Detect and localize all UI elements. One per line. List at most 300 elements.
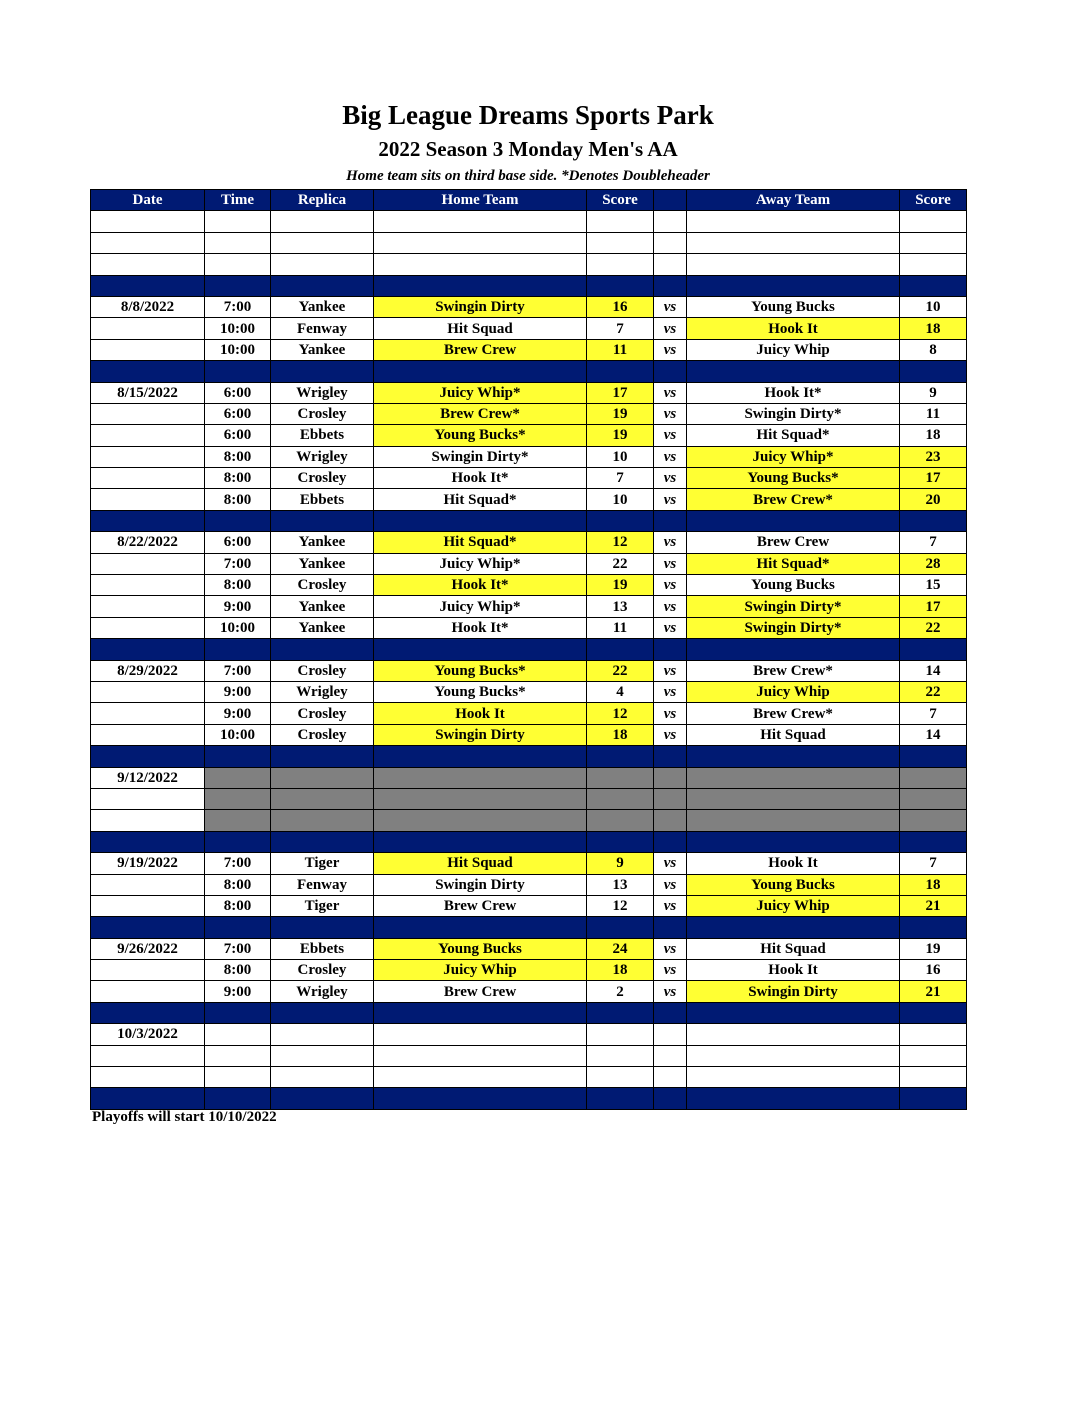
- home-score-cell: 9: [587, 853, 654, 874]
- game-row: [91, 960, 967, 981]
- date-cell: [91, 874, 205, 895]
- blank-row: [91, 211, 967, 232]
- away-score-cell: 22: [900, 617, 967, 638]
- game-row: [91, 938, 967, 959]
- away-score-cell: 14: [900, 724, 967, 745]
- schedule-table: [90, 189, 967, 1110]
- empty-cell: [654, 254, 687, 275]
- home-score-cell: 10: [587, 446, 654, 467]
- vs-cell: vs: [654, 617, 687, 638]
- separator-cell: [900, 275, 967, 296]
- home-team-cell: Swingin Dirty: [374, 296, 587, 317]
- separator-cell: [900, 746, 967, 767]
- separator-cell: [91, 510, 205, 531]
- home-score-cell: 18: [587, 960, 654, 981]
- separator-cell: [587, 275, 654, 296]
- time-cell: 7:00: [205, 938, 271, 959]
- empty-cell: [900, 1045, 967, 1066]
- time-cell: 6:00: [205, 382, 271, 403]
- vs-cell: vs: [654, 703, 687, 724]
- away-team-cell: Hook It: [687, 318, 900, 339]
- game-row: [91, 446, 967, 467]
- away-score-cell: 14: [900, 660, 967, 681]
- time-cell: 8:00: [205, 468, 271, 489]
- away-team-cell: Young Bucks: [687, 296, 900, 317]
- col-header-home-team: Home Team: [374, 190, 587, 211]
- empty-cell: [587, 254, 654, 275]
- home-team-cell: Hook It*: [374, 617, 587, 638]
- separator-cell: [271, 1002, 374, 1023]
- page-title: Big League Dreams Sports Park: [342, 100, 714, 130]
- date-cell: [91, 1045, 205, 1066]
- game-row: [91, 874, 967, 895]
- home-score-cell: 11: [587, 339, 654, 360]
- replica-cell: Fenway: [271, 874, 374, 895]
- time-cell: 7:00: [205, 553, 271, 574]
- away-team-cell: Juicy Whip: [687, 681, 900, 702]
- replica-cell: Ebbets: [271, 425, 374, 446]
- separator-cell: [687, 746, 900, 767]
- home-team-cell: Juicy Whip: [374, 960, 587, 981]
- separator-cell: [271, 510, 374, 531]
- away-score-cell: 21: [900, 895, 967, 916]
- home-team-cell: Brew Crew: [374, 339, 587, 360]
- empty-cell: [654, 767, 687, 788]
- page-note: Home team sits on third base side. *Denotes Doubleheader: [346, 168, 710, 184]
- separator-cell: [271, 275, 374, 296]
- separator-cell: [271, 639, 374, 660]
- away-score-cell: 18: [900, 874, 967, 895]
- separator-cell: [587, 917, 654, 938]
- empty-cell: [654, 810, 687, 831]
- separator-row: [91, 361, 967, 382]
- separator-cell: [374, 275, 587, 296]
- empty-cell: [205, 810, 271, 831]
- time-cell: 8:00: [205, 960, 271, 981]
- separator-cell: [91, 831, 205, 852]
- date-cell: 9/12/2022: [91, 767, 205, 788]
- empty-cell: [374, 1024, 587, 1045]
- vs-cell: vs: [654, 681, 687, 702]
- separator-row: [91, 917, 967, 938]
- home-team-cell: Hook It*: [374, 468, 587, 489]
- home-score-cell: 24: [587, 938, 654, 959]
- separator-cell: [91, 917, 205, 938]
- away-team-cell: Juicy Whip*: [687, 446, 900, 467]
- away-score-cell: 7: [900, 853, 967, 874]
- away-score-cell: 8: [900, 339, 967, 360]
- home-score-cell: 10: [587, 489, 654, 510]
- col-header-home-score: Score: [587, 190, 654, 211]
- time-cell: 9:00: [205, 596, 271, 617]
- vs-cell: vs: [654, 446, 687, 467]
- home-team-cell: Young Bucks*: [374, 681, 587, 702]
- empty-cell: [205, 1067, 271, 1088]
- schedule-body: [91, 211, 967, 1109]
- empty-cell: [271, 211, 374, 232]
- separator-cell: [900, 510, 967, 531]
- time-cell: 6:00: [205, 403, 271, 424]
- away-score-cell: 28: [900, 553, 967, 574]
- no-games-row: [91, 788, 967, 809]
- empty-cell: [271, 788, 374, 809]
- replica-cell: Yankee: [271, 296, 374, 317]
- separator-cell: [205, 831, 271, 852]
- home-team-cell: Juicy Whip*: [374, 382, 587, 403]
- date-cell: [91, 724, 205, 745]
- separator-cell: [374, 361, 587, 382]
- home-team-cell: Swingin Dirty: [374, 874, 587, 895]
- separator-cell: [587, 510, 654, 531]
- separator-cell: [587, 361, 654, 382]
- separator-cell: [271, 361, 374, 382]
- game-row: [91, 382, 967, 403]
- vs-cell: vs: [654, 553, 687, 574]
- away-team-cell: Brew Crew*: [687, 703, 900, 724]
- date-cell: [91, 681, 205, 702]
- replica-cell: Yankee: [271, 532, 374, 553]
- separator-cell: [205, 917, 271, 938]
- separator-cell: [654, 917, 687, 938]
- replica-cell: Tiger: [271, 853, 374, 874]
- date-cell: 8/29/2022: [91, 660, 205, 681]
- home-score-cell: 19: [587, 403, 654, 424]
- col-header-time: Time: [205, 190, 271, 211]
- home-score-cell: 18: [587, 724, 654, 745]
- home-score-cell: 13: [587, 874, 654, 895]
- time-cell: 6:00: [205, 425, 271, 446]
- empty-cell: [900, 232, 967, 253]
- game-row: [91, 681, 967, 702]
- empty-cell: [587, 788, 654, 809]
- time-cell: 10:00: [205, 318, 271, 339]
- replica-cell: Wrigley: [271, 382, 374, 403]
- separator-cell: [587, 831, 654, 852]
- home-score-cell: 12: [587, 703, 654, 724]
- away-score-cell: 7: [900, 703, 967, 724]
- away-team-cell: Swingin Dirty*: [687, 617, 900, 638]
- empty-cell: [205, 1045, 271, 1066]
- date-cell: [91, 810, 205, 831]
- empty-cell: [654, 1067, 687, 1088]
- empty-cell: [374, 254, 587, 275]
- separator-cell: [205, 1088, 271, 1109]
- blank-row: [91, 1067, 967, 1088]
- away-score-cell: 11: [900, 403, 967, 424]
- replica-cell: Crosley: [271, 960, 374, 981]
- date-cell: 10/3/2022: [91, 1024, 205, 1045]
- date-cell: [91, 232, 205, 253]
- away-score-cell: 18: [900, 318, 967, 339]
- empty-cell: [374, 788, 587, 809]
- date-cell: [91, 788, 205, 809]
- playoffs-note: Playoffs will start 10/10/2022: [92, 1109, 277, 1125]
- separator-cell: [205, 639, 271, 660]
- separator-cell: [587, 639, 654, 660]
- separator-cell: [374, 1002, 587, 1023]
- separator-cell: [205, 361, 271, 382]
- away-team-cell: Brew Crew: [687, 532, 900, 553]
- home-score-cell: 2: [587, 981, 654, 1002]
- time-cell: 9:00: [205, 703, 271, 724]
- empty-cell: [687, 1024, 900, 1045]
- empty-cell: [900, 1067, 967, 1088]
- separator-cell: [900, 1002, 967, 1023]
- vs-cell: vs: [654, 318, 687, 339]
- away-team-cell: Swingin Dirty*: [687, 403, 900, 424]
- replica-cell: Crosley: [271, 703, 374, 724]
- vs-cell: vs: [654, 382, 687, 403]
- game-row: [91, 617, 967, 638]
- home-team-cell: Young Bucks*: [374, 425, 587, 446]
- away-team-cell: Hit Squad: [687, 724, 900, 745]
- home-team-cell: Swingin Dirty: [374, 724, 587, 745]
- away-team-cell: Young Bucks: [687, 874, 900, 895]
- home-team-cell: Young Bucks*: [374, 660, 587, 681]
- replica-cell: Tiger: [271, 895, 374, 916]
- away-team-cell: Swingin Dirty*: [687, 596, 900, 617]
- separator-cell: [205, 275, 271, 296]
- date-cell: [91, 553, 205, 574]
- separator-row: [91, 746, 967, 767]
- away-score-cell: 23: [900, 446, 967, 467]
- date-cell: [91, 596, 205, 617]
- blank-row: [91, 254, 967, 275]
- game-row: [91, 853, 967, 874]
- replica-cell: Fenway: [271, 318, 374, 339]
- vs-cell: vs: [654, 960, 687, 981]
- vs-cell: vs: [654, 874, 687, 895]
- game-row: [91, 553, 967, 574]
- separator-cell: [900, 361, 967, 382]
- home-team-cell: Hit Squad*: [374, 532, 587, 553]
- home-score-cell: 12: [587, 532, 654, 553]
- vs-cell: vs: [654, 724, 687, 745]
- empty-cell: [374, 1067, 587, 1088]
- game-row: [91, 489, 967, 510]
- separator-cell: [374, 639, 587, 660]
- empty-cell: [687, 788, 900, 809]
- replica-cell: Ebbets: [271, 938, 374, 959]
- home-score-cell: 19: [587, 425, 654, 446]
- date-cell: 8/8/2022: [91, 296, 205, 317]
- separator-cell: [900, 831, 967, 852]
- empty-cell: [205, 1024, 271, 1045]
- empty-cell: [271, 810, 374, 831]
- no-games-row: [91, 767, 967, 788]
- away-score-cell: 16: [900, 960, 967, 981]
- date-cell: [91, 1067, 205, 1088]
- empty-cell: [687, 254, 900, 275]
- game-row: [91, 981, 967, 1002]
- separator-cell: [271, 831, 374, 852]
- away-team-cell: Hook It: [687, 960, 900, 981]
- separator-cell: [91, 746, 205, 767]
- vs-cell: vs: [654, 853, 687, 874]
- separator-cell: [654, 639, 687, 660]
- away-score-cell: 18: [900, 425, 967, 446]
- date-cell: [91, 425, 205, 446]
- away-score-cell: 17: [900, 596, 967, 617]
- date-cell: [91, 211, 205, 232]
- separator-cell: [687, 275, 900, 296]
- separator-cell: [374, 1088, 587, 1109]
- game-row: [91, 468, 967, 489]
- empty-cell: [654, 1045, 687, 1066]
- empty-cell: [900, 788, 967, 809]
- empty-cell: [271, 767, 374, 788]
- empty-cell: [587, 1067, 654, 1088]
- empty-cell: [271, 1024, 374, 1045]
- empty-cell: [687, 1067, 900, 1088]
- game-row: [91, 724, 967, 745]
- empty-cell: [900, 810, 967, 831]
- empty-cell: [587, 1024, 654, 1045]
- empty-cell: [587, 810, 654, 831]
- separator-cell: [271, 1088, 374, 1109]
- away-team-cell: Juicy Whip: [687, 895, 900, 916]
- separator-cell: [91, 275, 205, 296]
- separator-cell: [654, 831, 687, 852]
- empty-cell: [374, 232, 587, 253]
- home-team-cell: Brew Crew: [374, 981, 587, 1002]
- game-row: [91, 575, 967, 596]
- home-score-cell: 19: [587, 575, 654, 596]
- home-score-cell: 22: [587, 553, 654, 574]
- away-team-cell: Young Bucks*: [687, 468, 900, 489]
- vs-cell: vs: [654, 596, 687, 617]
- separator-row: [91, 831, 967, 852]
- separator-cell: [587, 746, 654, 767]
- empty-cell: [654, 211, 687, 232]
- empty-cell: [900, 211, 967, 232]
- empty-cell: [587, 211, 654, 232]
- game-row: [91, 660, 967, 681]
- separator-cell: [91, 639, 205, 660]
- vs-cell: vs: [654, 339, 687, 360]
- date-cell: [91, 339, 205, 360]
- replica-cell: Crosley: [271, 660, 374, 681]
- away-team-cell: Brew Crew*: [687, 489, 900, 510]
- empty-cell: [374, 767, 587, 788]
- date-cell: [91, 617, 205, 638]
- home-team-cell: Juicy Whip*: [374, 553, 587, 574]
- separator-cell: [91, 1088, 205, 1109]
- replica-cell: Yankee: [271, 339, 374, 360]
- vs-cell: vs: [654, 660, 687, 681]
- separator-cell: [687, 510, 900, 531]
- away-score-cell: 17: [900, 468, 967, 489]
- time-cell: 7:00: [205, 660, 271, 681]
- vs-cell: vs: [654, 575, 687, 596]
- time-cell: 8:00: [205, 489, 271, 510]
- empty-cell: [687, 1045, 900, 1066]
- time-cell: 10:00: [205, 724, 271, 745]
- away-team-cell: Hit Squad*: [687, 553, 900, 574]
- separator-cell: [374, 831, 587, 852]
- home-score-cell: 22: [587, 660, 654, 681]
- separator-cell: [687, 1002, 900, 1023]
- time-cell: 7:00: [205, 853, 271, 874]
- game-row: [91, 318, 967, 339]
- replica-cell: Crosley: [271, 575, 374, 596]
- date-cell: 8/15/2022: [91, 382, 205, 403]
- separator-row: [91, 639, 967, 660]
- away-team-cell: Hit Squad: [687, 938, 900, 959]
- home-team-cell: Hit Squad: [374, 853, 587, 874]
- home-team-cell: Hook It*: [374, 575, 587, 596]
- replica-cell: Crosley: [271, 403, 374, 424]
- replica-cell: Crosley: [271, 468, 374, 489]
- col-header-away-score: Score: [900, 190, 967, 211]
- vs-cell: vs: [654, 425, 687, 446]
- home-team-cell: Brew Crew*: [374, 403, 587, 424]
- separator-cell: [91, 361, 205, 382]
- vs-cell: vs: [654, 296, 687, 317]
- home-team-cell: Juicy Whip*: [374, 596, 587, 617]
- empty-cell: [687, 211, 900, 232]
- replica-cell: Wrigley: [271, 681, 374, 702]
- away-score-cell: 7: [900, 532, 967, 553]
- time-cell: 10:00: [205, 339, 271, 360]
- empty-cell: [687, 232, 900, 253]
- replica-cell: Crosley: [271, 724, 374, 745]
- date-cell: [91, 318, 205, 339]
- home-team-cell: Hit Squad: [374, 318, 587, 339]
- date-cell: [91, 468, 205, 489]
- game-row: [91, 596, 967, 617]
- separator-cell: [654, 1002, 687, 1023]
- empty-cell: [687, 810, 900, 831]
- empty-cell: [654, 1024, 687, 1045]
- away-score-cell: 9: [900, 382, 967, 403]
- empty-cell: [900, 254, 967, 275]
- vs-cell: vs: [654, 403, 687, 424]
- empty-cell: [654, 232, 687, 253]
- home-score-cell: 7: [587, 318, 654, 339]
- replica-cell: Wrigley: [271, 981, 374, 1002]
- blank-row: [91, 232, 967, 253]
- empty-cell: [587, 767, 654, 788]
- away-team-cell: Young Bucks: [687, 575, 900, 596]
- col-header-away-team: Away Team: [687, 190, 900, 211]
- date-cell: [91, 403, 205, 424]
- away-score-cell: 19: [900, 938, 967, 959]
- time-cell: 8:00: [205, 874, 271, 895]
- game-row: [91, 425, 967, 446]
- blank-row: [91, 1024, 967, 1045]
- empty-cell: [271, 232, 374, 253]
- replica-cell: Ebbets: [271, 489, 374, 510]
- empty-cell: [374, 1045, 587, 1066]
- separator-cell: [654, 361, 687, 382]
- replica-cell: Wrigley: [271, 446, 374, 467]
- away-team-cell: Hook It*: [687, 382, 900, 403]
- time-cell: 6:00: [205, 532, 271, 553]
- separator-row: [91, 1088, 967, 1109]
- game-row: [91, 339, 967, 360]
- replica-cell: Yankee: [271, 596, 374, 617]
- separator-cell: [654, 746, 687, 767]
- separator-cell: [587, 1088, 654, 1109]
- away-score-cell: 22: [900, 681, 967, 702]
- replica-cell: Yankee: [271, 617, 374, 638]
- separator-cell: [900, 917, 967, 938]
- date-cell: [91, 981, 205, 1002]
- home-score-cell: 12: [587, 895, 654, 916]
- time-cell: 8:00: [205, 575, 271, 596]
- away-team-cell: Brew Crew*: [687, 660, 900, 681]
